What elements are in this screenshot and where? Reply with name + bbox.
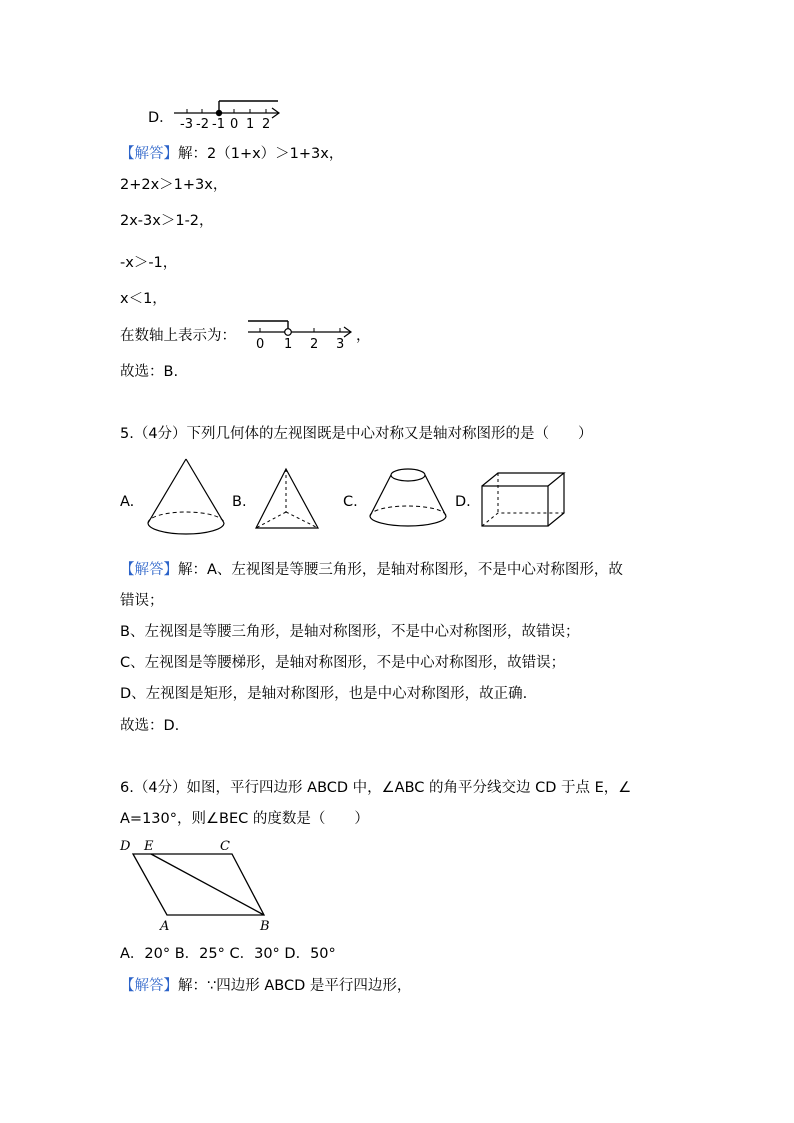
q5-option-b-label: B. <box>232 494 247 510</box>
q4-d-tick: -1 <box>212 117 225 132</box>
q6-answer-line <box>120 976 411 996</box>
q4-numberline-prefix: 在数轴上表示为： <box>120 328 236 344</box>
q4-step-1: 2+2x＞1+3x， <box>120 177 228 193</box>
q4-step-4: x＜1， <box>120 291 167 307</box>
q5-option-c-label: C. <box>343 494 358 510</box>
q6-parallelogram-figure <box>112 834 284 934</box>
answer-tag: 【解答】 <box>120 978 178 994</box>
q4-d-tick: -3 <box>180 117 193 132</box>
q5-cuboid-figure <box>478 470 572 530</box>
q4-step-3: -x＞-1， <box>120 255 178 271</box>
vertex-label-c: C <box>220 839 230 854</box>
vertex-label-e: E <box>144 839 154 854</box>
q5-cone-figure <box>144 456 228 548</box>
q4-option-d-label: D． <box>148 110 174 126</box>
answer-tag: 【解答】 <box>120 562 178 578</box>
q4-d-tick: -2 <box>196 117 209 132</box>
q5-stem: 5.（4分）下列几何体的左视图既是中心对称又是轴对称图形的是（ ） <box>120 426 593 442</box>
q5-conclusion: 故选：D. <box>120 718 180 734</box>
q4-answer-numberline <box>244 316 356 354</box>
q5-answer-line-1b: 错误； <box>120 593 164 609</box>
q4-d-tick: 2 <box>262 117 271 132</box>
q5-frustum-figure <box>366 466 450 532</box>
q5-option-a-label: A. <box>120 494 135 510</box>
q5-pyramid-figure <box>252 466 322 532</box>
q4-option-d-numberline <box>170 96 288 134</box>
q5-option-d-label: D. <box>455 494 471 510</box>
vertex-label-a: A <box>160 919 170 934</box>
q4-conclusion: 故选：B. <box>120 364 179 380</box>
q6-stem-line-1: 6.（4分）如图，平行四边形 ABCD 中，∠ABC 的角平分线交边 CD 于点 E，∠ <box>120 780 632 796</box>
answer-text: 解：A、左视图是等腰三角形，是轴对称图形，不是中心对称图形，故 <box>178 562 623 578</box>
q4-nl-tick: 1 <box>284 337 293 352</box>
q4-nl-tick: 3 <box>336 337 345 352</box>
q5-answer-line-4: D、左视图是矩形，是轴对称图形，也是中心对称图形，故正确. <box>120 686 528 702</box>
q5-answer-line-2: B、左视图是等腰三角形，是轴对称图形，不是中心对称图形，故错误； <box>120 624 580 640</box>
q4-numberline-suffix: ， <box>356 328 371 344</box>
vertex-label-d: D <box>120 839 131 854</box>
q5-answer-line-1 <box>120 560 623 580</box>
q6-choices: A．20° B．25° C．30° D．50° <box>120 946 336 962</box>
answer-text: 解：∵四边形 ABCD 是平行四边形， <box>178 978 412 994</box>
q4-step-2: 2x-3x＞1-2， <box>120 213 214 229</box>
vertex-label-b: B <box>260 919 270 934</box>
q6-stem-line-2: A=130°，则∠BEC 的度数是（ ） <box>120 811 369 827</box>
q4-nl-tick: 0 <box>256 337 265 352</box>
answer-tag: 【解答】 <box>120 146 178 162</box>
answer-text: 解：2（1+x）＞1+3x， <box>178 146 344 162</box>
q4-nl-tick: 2 <box>310 337 319 352</box>
q4-answer-line <box>120 144 343 164</box>
q4-d-tick: 1 <box>246 117 255 132</box>
q5-answer-line-3: C、左视图是等腰梯形，是轴对称图形，不是中心对称图形，故错误； <box>120 655 566 671</box>
q4-d-tick: 0 <box>230 117 239 132</box>
